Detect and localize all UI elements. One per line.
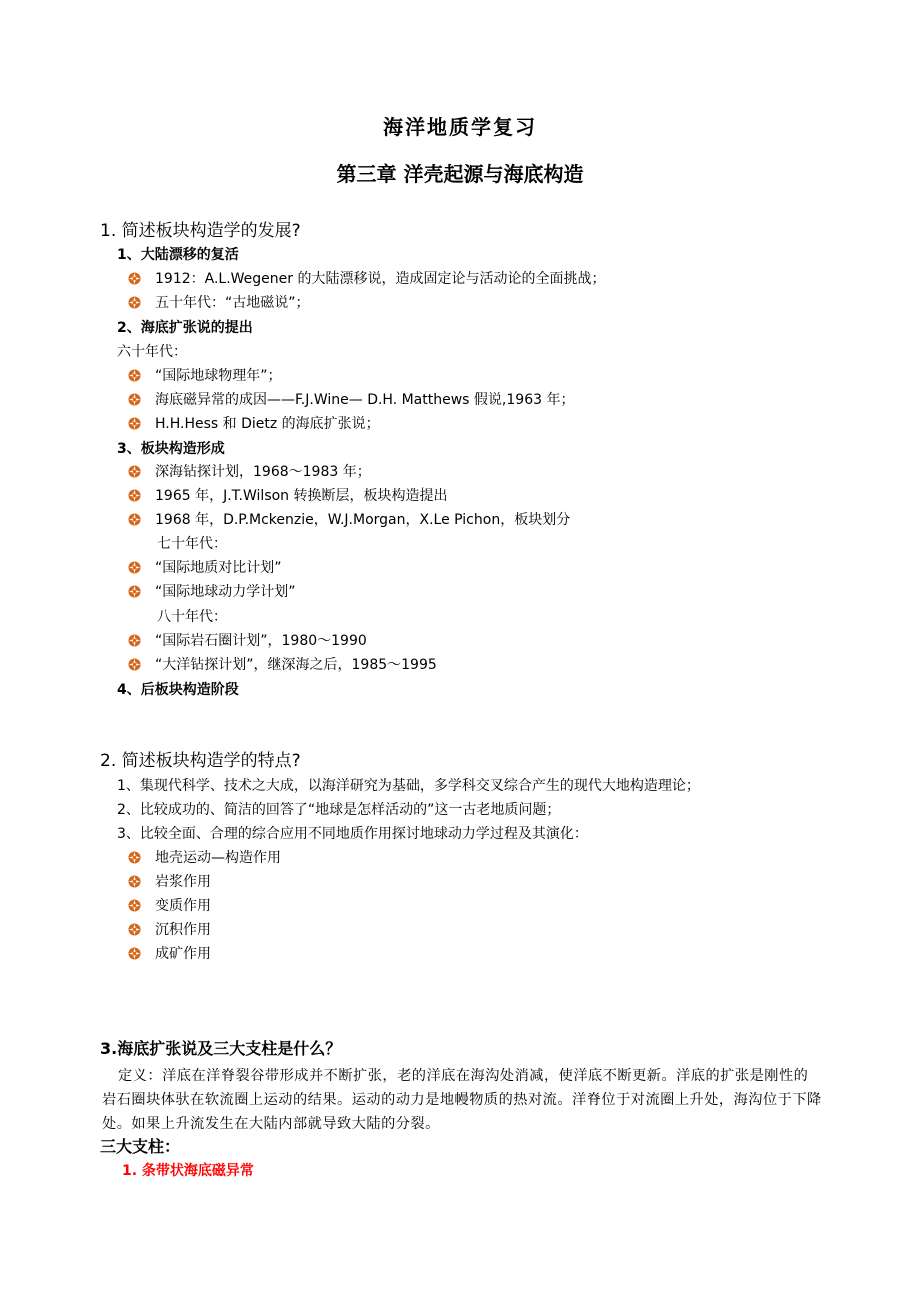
bullet-icon [128, 296, 141, 309]
list-item-text: H.H.Hess 和 Dietz 的海底扩张说； [155, 416, 380, 432]
section-label: 4、后板块构造阶段 [117, 682, 239, 698]
bullet-icon [128, 899, 141, 912]
question-1-heading: 1. 简述板块构造学的发展? [100, 221, 301, 241]
bullet-icon [128, 634, 141, 647]
bullet-icon [128, 658, 141, 671]
bullet-icon [128, 272, 141, 285]
bullet-icon [128, 393, 141, 406]
bullet-icon [128, 369, 141, 382]
bullet-icon [128, 923, 141, 936]
list-item-text: 地壳运动—构造作用 [155, 850, 281, 866]
bullet-icon [128, 465, 141, 478]
list-item-text: 岩浆作用 [155, 874, 211, 890]
feature-point: 2、比较成功的、简洁的回答了“地球是怎样活动的”这一古老地质问题； [117, 802, 561, 818]
document-title: 海洋地质学复习 [383, 115, 537, 139]
list-item-text: 1965 年，J.T.Wilson 转换断层，板块构造提出 [155, 488, 448, 504]
bullet-icon [128, 947, 141, 960]
era-note: 六十年代： [117, 344, 187, 360]
list-item-text: “国际岩石圈计划”，1980～1990 [155, 633, 367, 649]
bullet-icon [128, 513, 141, 526]
list-item-text: 深海钻探计划，1968～1983 年； [155, 464, 371, 480]
pillar-item-1: 1. 条带状海底磁异常 [122, 1163, 254, 1179]
chapter-title: 第三章 洋壳起源与海底构造 [336, 162, 584, 186]
era-note: 八十年代： [157, 609, 227, 625]
definition-paragraph: 定义：洋底在洋脊裂谷带形成并不断扩张，老的洋底在海沟处消减，使洋底不断更新。洋底的扩张是刚性的岩石圈块体驮在软流圈上运动的结果。运动的动力是地幔物质的热对流。洋脊位于对流圈上升处，海沟位于下降处。如果上升流发生在大陆内部就导致大陆的分裂。 [102, 1068, 822, 1132]
bullet-icon [128, 585, 141, 598]
list-item-text: 五十年代：“古地磁说”； [155, 295, 310, 311]
bullet-icon [128, 417, 141, 430]
question-3-heading: 3.海底扩张说及三大支柱是什么？ [100, 1039, 342, 1058]
list-item-text: “国际地质对比计划” [155, 560, 282, 576]
list-item-text: “国际地球动力学计划” [155, 584, 296, 600]
question-2-heading: 2. 简述板块构造学的特点? [100, 751, 301, 771]
list-item-text: 成矿作用 [155, 946, 211, 962]
feature-point: 3、比较全面、合理的综合应用不同地质作用探讨地球动力学过程及其演化： [117, 826, 588, 842]
list-item-text: 1912：A.L.Wegener 的大陆漂移说，造成固定论与活动论的全面挑战； [155, 271, 606, 287]
feature-point: 1、集现代科学、技术之大成，以海洋研究为基础，多学科交叉综合产生的现代大地构造理论； [117, 778, 700, 794]
list-item-text: 变质作用 [155, 898, 211, 914]
era-note: 七十年代： [157, 536, 227, 552]
list-item-text: 海底磁异常的成因——F.J.Wine— D.H. Matthews 假说,1963 年； [155, 392, 575, 408]
section-label: 1、大陆漂移的复活 [117, 247, 239, 263]
bullet-icon [128, 851, 141, 864]
list-item-text: “大洋钻探计划”，继深海之后，1985～1995 [155, 657, 437, 673]
bullet-icon [128, 489, 141, 502]
bullet-icon [128, 875, 141, 888]
list-item-text: 1968 年，D.P.Mckenzie，W.J.Morgan，X.Le Pichon，板块划分 [155, 512, 571, 528]
bullet-icon [128, 561, 141, 574]
pillars-label: 三大支柱： [100, 1137, 181, 1156]
list-item-text: 沉积作用 [155, 922, 211, 938]
section-label: 3、板块构造形成 [117, 441, 225, 457]
section-label: 2、海底扩张说的提出 [117, 320, 253, 336]
list-item-text: “国际地球物理年”； [155, 368, 282, 384]
